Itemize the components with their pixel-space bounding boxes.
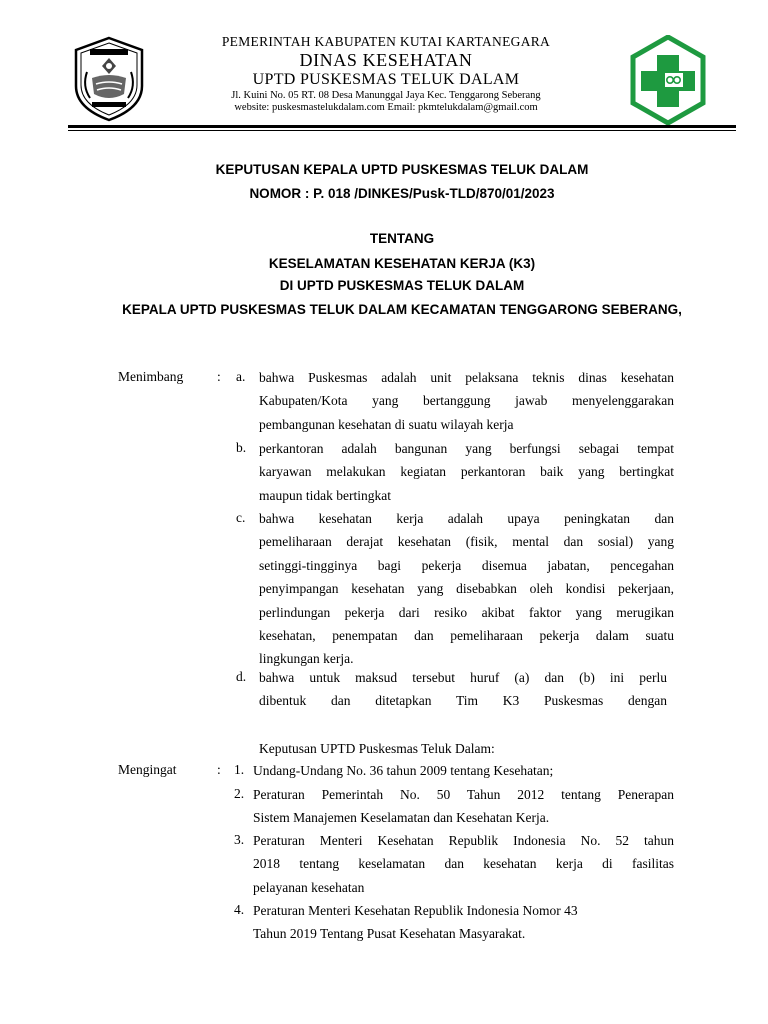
list-item-line: penyimpangan kesehatan yang disebabkan oleh kondisi pekerjaan,: [259, 581, 674, 597]
list-item-line: maupun tidak bertingkat: [259, 487, 391, 503]
issuer-heading: KEPALA UPTD PUSKESMAS TELUK DALAM KECAMATAN TENGGARONG SEBERANG,: [122, 302, 682, 317]
mengingat-item-3: [253, 829, 674, 899]
list-item-line: Peraturan Pemerintah No. 50 Tahun 2012 tentang Penerapan: [253, 787, 674, 802]
menimbang-item-b: [259, 437, 674, 507]
list-item-line: Sistem Manajemen Keselamatan dan Kesehatan Kerja.: [253, 810, 550, 826]
decree-subject: KESELAMATAN KESEHATAN KERJA (K3): [268, 256, 536, 271]
list-item-line: bahwa untuk maksud tersebut huruf (a) dan (b) ini perlu: [259, 670, 667, 685]
list-item-line: pelayanan kesehatan: [253, 879, 365, 895]
list-item-line: perlindungan pekerja dari resiko akibat faktor yang merugikan: [259, 604, 674, 620]
list-item-line: Tahun 2019 Tentang Pusat Kesehatan Masyarakat.: [253, 926, 526, 942]
contact-info: website: puskesmastelukdalam.com Email: pkmtelukdalam@gmail.com: [234, 102, 538, 113]
list-item-line: karyawan melakukan kegiatan perkantoran baik yang bertingkat: [259, 464, 674, 480]
mengingat-mark-3: 3.: [234, 832, 245, 847]
menimbang-mark-d: d.: [236, 669, 247, 684]
menimbang-label: Menimbang: [118, 369, 184, 384]
menimbang-item-a: [259, 366, 674, 436]
kutai-kartanegara-emblem: [72, 36, 146, 122]
mengingat-mark-4: 4.: [234, 902, 245, 917]
list-item-line: bahwa Puskesmas adalah unit pelaksana teknis dinas kesehatan: [259, 370, 674, 385]
mengingat-mark-2: 2.: [234, 786, 245, 801]
menimbang-mark-c: c.: [236, 510, 246, 525]
menimbang-mark-b: b.: [236, 440, 247, 455]
about-heading: TENTANG: [369, 231, 435, 246]
list-item-line: Kabupaten/Kota yang bertanggung jawab menyelenggarakan: [259, 393, 674, 409]
mengingat-item-2: [253, 783, 674, 830]
decree-number: NOMOR : P. 018 /DINKES/Pusk-TLD/870/01/2023: [249, 186, 555, 201]
list-item-line: perkantoran adalah bangunan yang berfungsi sebagai tempat: [259, 441, 674, 456]
mengingat-colon: :: [217, 762, 221, 777]
list-item-line: 2018 tentang keselamatan dan kesehatan kerja di fasilitas: [253, 856, 674, 872]
menimbang-continuation: Keputusan UPTD Puskesmas Teluk Dalam:: [259, 741, 495, 756]
list-item-line: lingkungan kerja.: [259, 651, 354, 667]
mengingat-item-1: [253, 759, 674, 782]
list-item-line: Peraturan Menteri Kesehatan Republik Indonesia No. 52 tahun: [253, 833, 674, 848]
menimbang-colon: :: [217, 369, 221, 384]
decree-title: KEPUTUSAN KEPALA UPTD PUSKESMAS TELUK DALAM: [215, 162, 589, 177]
puskesmas-logo: [630, 35, 706, 125]
list-item-line: Undang-Undang No. 36 tahun 2009 tentang Kesehatan;: [253, 763, 554, 778]
letterhead-rule-thin: [68, 130, 736, 131]
government-name: PEMERINTAH KABUPATEN KUTAI KARTANEGARA: [221, 34, 551, 49]
letterhead: [160, 34, 612, 114]
mengingat-item-4: [253, 899, 674, 946]
agency-name: DINAS KESEHATAN: [299, 50, 473, 70]
list-item-line: setinggi-tingginya bagi pekerja disemua jabatan, pencegahan: [259, 557, 674, 573]
decree-location: DI UPTD PUSKESMAS TELUK DALAM: [279, 278, 525, 293]
mengingat-mark-1: 1.: [234, 762, 245, 777]
menimbang-item-d: [259, 666, 667, 713]
menimbang-item-c: [259, 507, 674, 671]
letterhead-rule-thick: [68, 125, 736, 128]
address: Jl. Kuini No. 05 RT. 08 Desa Manunggal Jaya Kec. Tenggarong Seberang: [231, 90, 541, 101]
list-item-line: pemeliharaan derajat kesehatan (fisik, mental dan sosial) yang: [259, 534, 674, 550]
list-item-line: Peraturan Menteri Kesehatan Republik Indonesia Nomor 43: [253, 903, 578, 918]
list-item-line: dibentuk dan ditetapkan Tim K3 Puskesmas dengan: [259, 693, 667, 709]
list-item-line: bahwa kesehatan kerja adalah upaya peningkatan dan: [259, 511, 674, 526]
mengingat-label: Mengingat: [118, 762, 177, 777]
list-item-line: kesehatan, penempatan dan pemeliharaan pekerja dalam suatu: [259, 628, 674, 644]
unit-name: UPTD PUSKESMAS TELUK DALAM: [252, 71, 520, 88]
list-item-line: pembangunan kesehatan di suatu wilayah kerja: [259, 416, 514, 432]
menimbang-mark-a: a.: [236, 369, 246, 384]
